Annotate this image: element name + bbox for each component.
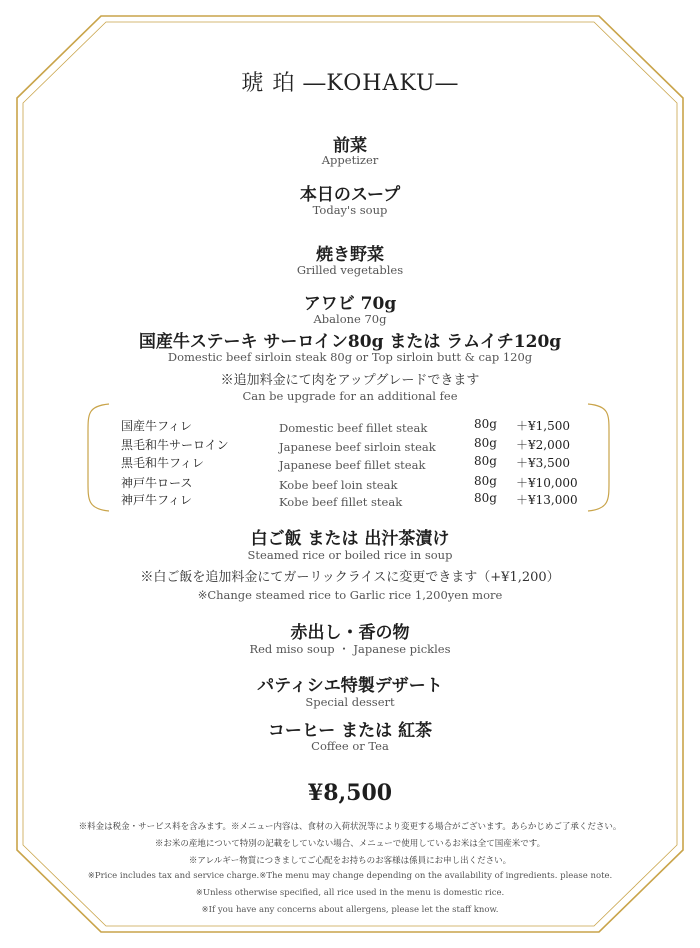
upgrade-price: ＋¥3,500: [516, 456, 570, 470]
left-bracket: [88, 404, 109, 511]
upgrade-cut-en: Domestic beef fillet steak: [279, 421, 428, 435]
course-rice-jp: 白ご飯 または 出汁茶漬け: [250, 529, 450, 549]
course-soup-en: Today's soup: [312, 203, 388, 217]
course-miso-jp: 赤出し・香の物: [290, 623, 410, 643]
upgrade-cut-jp: 黒毛和牛サーロイン: [121, 438, 229, 452]
upgrade-weight: 80g: [474, 454, 497, 468]
upgrade-cut-en: Japanese beef fillet steak: [279, 458, 426, 472]
course-dessert-en: Special dessert: [305, 695, 395, 709]
upgrade-cut-jp: 黒毛和牛フィレ: [121, 456, 205, 470]
course-drink-en: Coffee or Tea: [311, 739, 389, 753]
footnote-jp-3: ※アレルギー物質につきましてご心配をお持ちのお客様は係員にお申し出ください。: [188, 856, 512, 866]
course-steak-jp: 国産牛ステーキ サーロイン80g または ラムイチ120g: [138, 332, 562, 352]
footnote-en-3: ※If you have any concerns about allergens, please let the staff know.: [201, 905, 499, 915]
course-vegetables-en: Grilled vegetables: [296, 263, 404, 277]
course-soup-jp: 本日のスープ: [299, 185, 401, 205]
upgrade-note-en: Can be upgrade for an additional fee: [242, 389, 458, 403]
course-abalone-jp: アワビ 70g: [303, 294, 397, 314]
course-vegetables-jp: 焼き野菜: [316, 245, 384, 265]
upgrade-cut-jp: 神戸牛フィレ: [121, 493, 193, 507]
footnote-jp-2: ※お米の産地について特別の記載をしていない場合、メニューで使用しているお米は全て国産米です。: [154, 839, 546, 849]
upgrade-weight: 80g: [474, 491, 497, 505]
course-steak-en: Domestic beef sirloin steak 80g or Top sirloin butt & cap 120g: [167, 350, 533, 364]
upgrade-price: ＋¥10,000: [516, 476, 578, 490]
upgrade-weight: 80g: [474, 417, 497, 431]
upgrade-cut-jp: 国産牛フィレ: [121, 419, 193, 433]
right-bracket: [588, 404, 609, 511]
upgrade-price: ＋¥1,500: [516, 419, 570, 433]
upgrade-cut-en: Kobe beef fillet steak: [279, 495, 403, 509]
rice-note-en: ※Change steamed rice to Garlic rice 1,200yen more: [197, 588, 503, 602]
upgrade-weight: 80g: [474, 436, 497, 450]
course-abalone-en: Abalone 70g: [313, 312, 387, 326]
course-miso-en: Red miso soup ・ Japanese pickles: [249, 642, 451, 656]
rice-note-jp: ※白ご飯を追加料金にてガーリックライスに変更できます（+¥1,200）: [140, 570, 560, 585]
course-appetizer-jp: 前菜: [333, 136, 367, 156]
course-dessert-jp: パティシエ特製デザート: [257, 676, 443, 696]
course-drink-jp: コーヒー または 紅茶: [267, 721, 433, 741]
course-appetizer-en: Appetizer: [321, 153, 379, 167]
footnote-en-2: ※Unless otherwise specified, all rice used in the menu is domestic rice.: [195, 888, 505, 898]
menu-title: 琥 珀 ―KOHAKU―: [241, 71, 459, 96]
footnote-jp-1: ※料金は税金・サービス料を含みます。※メニュー内容は、食材の入荷状況等により変更する場合がございます。あらかじめご了承ください。: [78, 822, 622, 832]
upgrade-note-jp: ※追加料金にて肉をアップグレードできます: [220, 373, 480, 388]
course-rice-en: Steamed rice or boiled rice in soup: [247, 548, 453, 562]
course-price: ¥8,500: [307, 780, 393, 806]
upgrade-price: ＋¥13,000: [516, 493, 578, 507]
upgrade-cut-en: Kobe beef loin steak: [279, 478, 398, 492]
upgrade-cut-jp: 神戸牛ロース: [121, 476, 193, 490]
upgrade-price: ＋¥2,000: [516, 438, 570, 452]
upgrade-weight: 80g: [474, 474, 497, 488]
upgrade-cut-en: Japanese beef sirloin steak: [279, 440, 436, 454]
footnote-en-1: ※Price includes tax and service charge.※The menu may change depending on the availability of ingredients. please note.: [87, 871, 613, 881]
